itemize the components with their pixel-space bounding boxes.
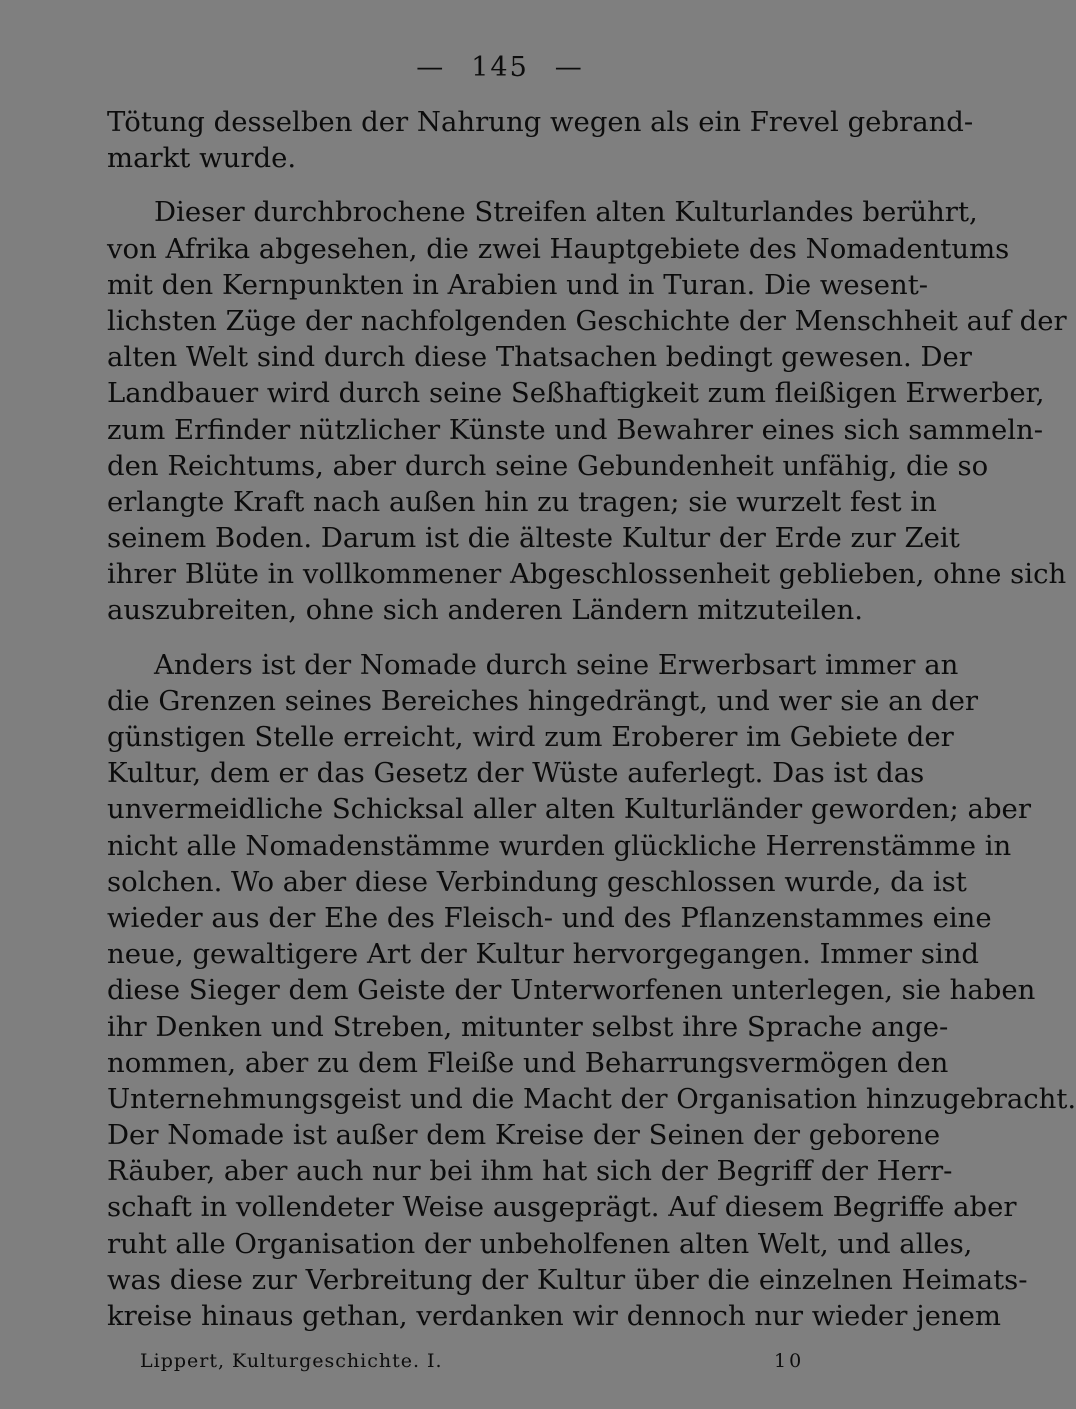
text-line: solchen. Wo aber diese Verbindung geschlossen wurde, da ist (107, 865, 967, 898)
text-line: die Grenzen seines Bereiches hingedrängt, und wer sie an der (107, 684, 979, 717)
text-line: Anders ist der Nomade durch seine Erwerbsart immer an (154, 648, 959, 681)
text-line: erlangte Kraft nach außen hin zu tragen; sie wurzelt fest in (107, 485, 937, 518)
paragraph-gap (107, 176, 905, 194)
text-line: alten Welt sind durch diese Thatsachen bedingt gewesen. Der (107, 341, 972, 374)
text-line: günstigen Stelle erreicht, wird zum Eroberer im Gebiete der (107, 721, 954, 753)
text-line: Unternehmungsgeist und die Macht der Organisation hinzugebracht. (107, 1082, 1076, 1115)
text-line: Der Nomade ist außer dem Kreise der Seinen der geborene (107, 1119, 941, 1152)
text-line: markt wurde. (107, 142, 297, 175)
text-line: den Reichtums, aber durch seine Gebundenheit unfähig, die so (107, 449, 989, 482)
text-line: nicht alle Nomadenstämme wurden glückliche Herrenstämme in (107, 829, 1012, 862)
text-line: ihr Denken und Streben, mitunter selbst ihre Sprache ange- (107, 1010, 949, 1043)
header-dash-right: — (554, 52, 584, 83)
text-line: Räuber, aber auch nur bei ihm hat sich der Begriff der Herr- (107, 1155, 953, 1188)
page-header (0, 52, 1000, 83)
text-line: von Afrika abgesehen, die zwei Hauptgebiete des Nomadentums (107, 232, 1010, 265)
text-line: kreise hinaus gethan, verdanken wir dennoch nur wieder jenem (107, 1300, 1001, 1332)
text-line: ihrer Blüte in vollkommener Abgeschlossenheit geblieben, ohne sich (107, 558, 1067, 591)
text-line: neue, gewaltigere Art der Kultur hervorgegangen. Immer sind (107, 938, 980, 971)
text-line: unvermeidliche Schicksal aller alten Kulturländer geworden; aber (107, 793, 1031, 826)
text-line: wieder aus der Ehe des Fleisch- und des Pflanzenstammes eine (107, 901, 992, 934)
paragraph (107, 104, 974, 176)
signature-mark: 10 (774, 1350, 805, 1372)
text-line: lichsten Züge der nachfolgenden Geschichte der Menschheit auf der (107, 304, 1067, 337)
page-footer (140, 1350, 805, 1372)
header-dash-left: — (416, 52, 446, 83)
paragraph (107, 194, 1067, 628)
text-line: auszubreiten, ohne sich anderen Ländern mitzuteilen. (107, 594, 863, 627)
text-line: mit den Kernpunkten in Arabien und in Turan. Die wesent- (107, 268, 929, 301)
text-line: schaft in vollendeter Weise ausgeprägt. Auf diesem Begriffe aber (107, 1191, 1017, 1224)
paragraph-gap (107, 629, 905, 647)
text-line: Landbauer wird durch seine Seßhaftigkeit zum fleißigen Erwerber, (107, 377, 1045, 410)
footer-citation: Lippert, Kulturgeschichte. I. (140, 1350, 443, 1372)
text-line: zum Erfinder nützlicher Künste und Bewahrer eines sich sammeln- (107, 413, 1044, 446)
text-line: was diese zur Verbreitung der Kultur über die einzelnen Heimats- (107, 1263, 1028, 1296)
text-line: ruht alle Organisation der unbeholfenen alten Welt, und alles, (107, 1227, 973, 1260)
text-line: Tötung desselben der Nahrung wegen als ein Frevel gebrand- (107, 106, 974, 138)
page-number: 145 (471, 52, 529, 83)
text-line: nommen, aber zu dem Fleiße und Beharrungsvermögen den (107, 1046, 949, 1079)
text-line: Dieser durchbrochene Streifen alten Kulturlandes berührt, (154, 196, 978, 229)
body-text (107, 104, 1076, 1334)
text-line: Kultur, dem er das Gesetz der Wüste auferlegt. Das ist das (107, 757, 925, 790)
paragraph (107, 647, 1076, 1335)
text-line: seinem Boden. Darum ist die älteste Kultur der Erde zur Zeit (107, 522, 960, 555)
text-line: diese Sieger dem Geiste der Unterworfenen unterlegen, sie haben (107, 974, 1036, 1007)
